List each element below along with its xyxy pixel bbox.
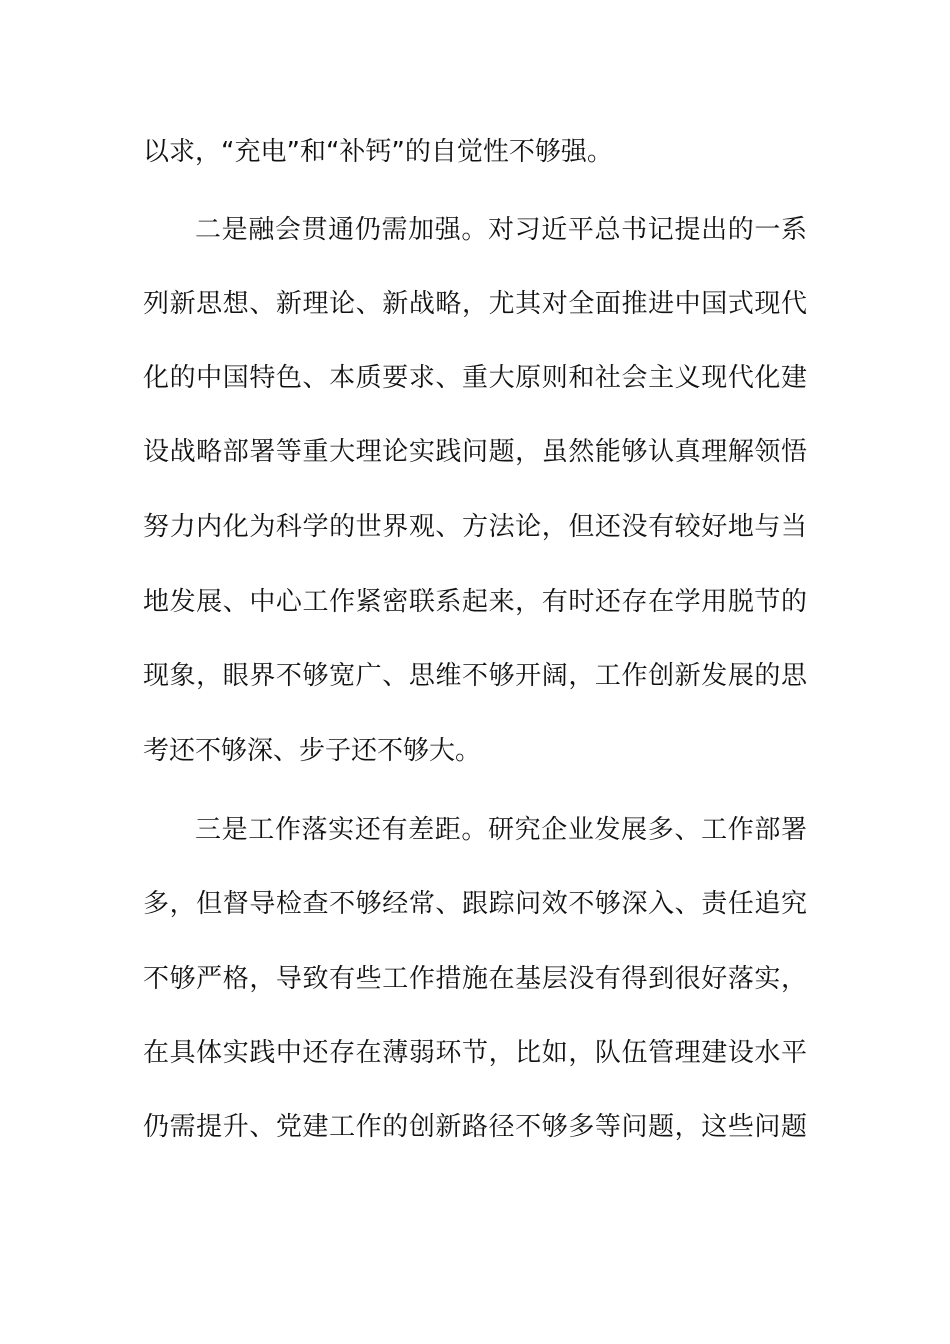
paragraph-2-line-2: 列新思想、新理论、新战略，尤其对全面推进中国式现代 xyxy=(143,289,807,319)
paragraph-2-line-4: 设战略部署等重大理论实践问题，虽然能够认真理解领悟 xyxy=(143,437,807,467)
paragraph-2-line-3: 化的中国特色、本质要求、重大原则和社会主义现代化建 xyxy=(143,363,807,393)
paragraph-3-line-5: 仍需提升、党建工作的创新路径不够多等问题，这些问题 xyxy=(143,1112,807,1142)
paragraph-2-line-8: 考还不够深、步子还不够大。 xyxy=(143,736,482,766)
paragraph-2-line-1: 二是融会贯通仍需加强。对习近平总书记提出的一系 xyxy=(195,215,807,245)
paragraph-3-line-4: 在具体实践中还存在薄弱环节，比如，队伍管理建设水平 xyxy=(143,1038,807,1068)
paragraph-2-line-7: 现象，眼界不够宽广、思维不够开阔，工作创新发展的思 xyxy=(143,661,807,691)
paragraph-1-line-1: 以求，“充电”和“补钙”的自觉性不够强。 xyxy=(143,137,613,167)
paragraph-2-line-5: 努力内化为科学的世界观、方法论，但还没有较好地与当 xyxy=(143,512,807,542)
paragraph-3-line-3: 不够严格，导致有些工作措施在基层没有得到很好落实， xyxy=(143,964,807,994)
paragraph-3-line-1: 三是工作落实还有差距。研究企业发展多、工作部署 xyxy=(195,815,807,845)
paragraph-2-line-6: 地发展、中心工作紧密联系起来，有时还存在学用脱节的 xyxy=(143,587,807,617)
paragraph-3-line-2: 多，但督导检查不够经常、跟踪问效不够深入、责任追究 xyxy=(143,889,807,919)
